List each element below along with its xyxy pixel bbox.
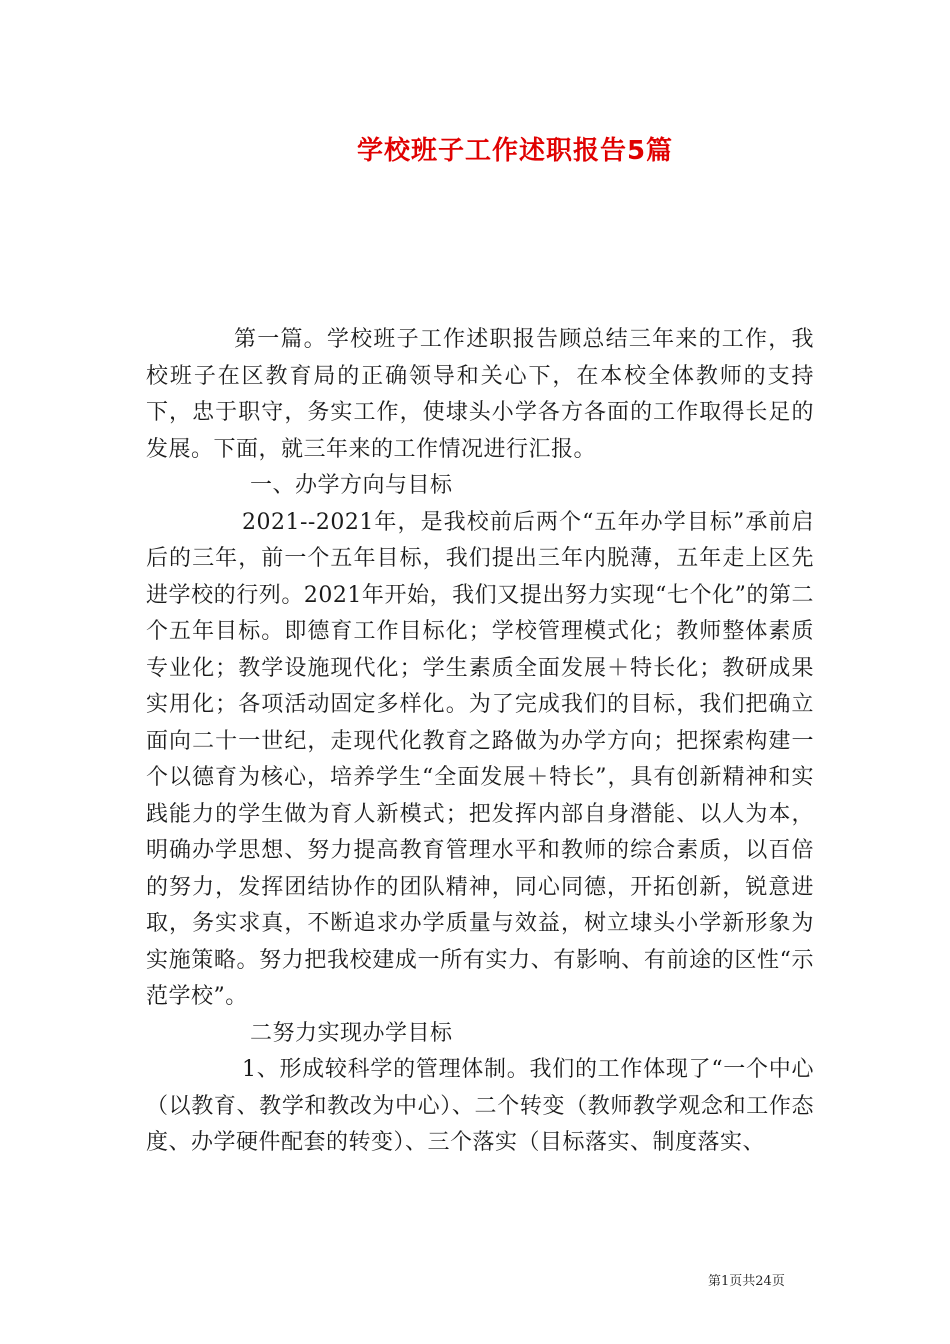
paragraph-intro: 第一篇。学校班子工作述职报告顾总结三年来的工作，我校班子在区教育局的正确领导和关心下，在本校全体教师的支持下，忠于职守，务实工作，使埭头小学各方各面的工作取得长足的发展。下面，就三年来的工作情况进行汇报。 (146, 327, 814, 462)
paragraph-management: 1、形成较科学的管理体制。我们的工作体现了“一个中心（以教育、教学和教改为中心）、二个转变（教师教学观念和工作态度、办学硬件配套的转变）、三个落实（目标落实、制度落实、 (146, 1057, 814, 1155)
document-body (146, 322, 814, 1162)
section-heading-2: 二努力实现办学目标 (250, 1020, 453, 1046)
paragraph-goals: 2021--2021年，是我校前后两个“五年办学目标”承前启后的三年，前一个五年目标，我们提出三年内脱薄，五年走上区先进学校的行列。2021年开始，我们又提出努力实现“七个化”的第二个五年目标。即德育工作目标化；学校管理模式化；教师整体素质专业化；教学设施现代化；学生素质全面发展＋特长化；教研成果实用化；各项活动固定多样化。为了完成我们的目标，我们把确立面向二十一世纪，走现代化教育之路做为办学方向；把探索构建一个以德育为核心，培养学生“全面发展＋特长”，具有创新精神和实践能力的学生做为育人新模式；把发挥内部自身潜能、以人为本，明确办学思想、努力提高教育管理水平和教师的综合素质，以百倍的努力，发挥团结协作的团队精神，同心同德，开拓创新，锐意进取，务实求真，不断追求办学质量与效益，树立埭头小学新形象为实施策略。努力把我校建成一所有实力、有影响、有前途的区性“示范学校”。 (146, 509, 814, 1009)
document-title: 学校班子工作述职报告5篇 (356, 136, 674, 166)
section-heading-1: 一、办学方向与目标 (250, 473, 453, 498)
page-number: 第1页共24页 (708, 1274, 785, 1289)
